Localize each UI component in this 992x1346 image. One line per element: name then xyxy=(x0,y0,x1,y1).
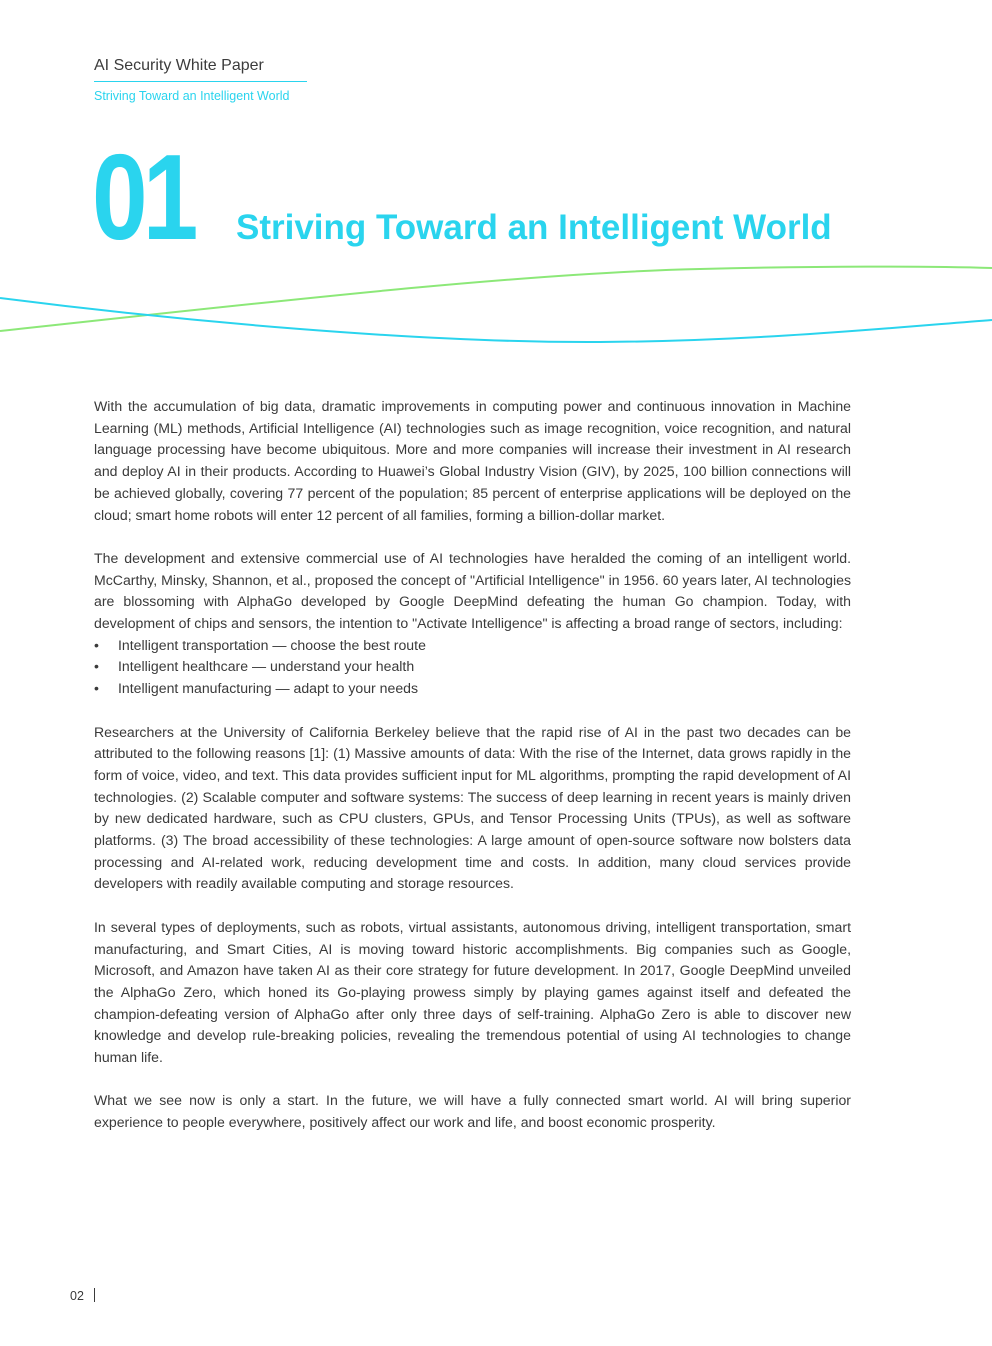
cyan-wave-line xyxy=(0,298,992,342)
page-number: 02 xyxy=(70,1289,84,1303)
chapter-title: Striving Toward an Intelligent World xyxy=(236,208,832,247)
list-item: • Intelligent transportation — choose the best route xyxy=(94,635,851,657)
paragraph-conclusion: What we see now is only a start. In the future, we will have a fully connected smart world. AI will bring superior experience to people everywhere, positively affect our work and life, and boost economic prosperity. xyxy=(94,1092,851,1131)
paragraph-deployments: In several types of deployments, such as robots, virtual assistants, autonomous driving, intelligent transportation, smart manufacturing, and Smart Cities, AI is moving toward historic accomplishments. Big companies such as Google, Microsoft, and Amazon have taken AI as their core strategy for future development. In 2017, Google DeepMind unveiled the AlphaGo Zero, which honed its Go-playing prowess simply by playing games against itself and defeated the champion-defeating version of AlphaGo after only three days of self-training. AlphaGo Zero is able to discover new knowledge and develop rule-breaking policies, revealing the tremendous potential of using AI technologies to change human life. xyxy=(94,918,851,1066)
chapter-body xyxy=(94,396,851,1156)
paragraph-berkeley: Researchers at the University of California Berkeley believe that the rapid rise of AI in the past two decades can be attributed to the following reasons [1]: (1) Massive amounts of data: With the rise of the Internet, data grows rapidly in the form of voice, video, and text. This data provides sufficient input for ML algorithms, prompting the rapid development of AI technologies. (2) Scalable computer and software systems: The success of deep learning in recent years is mainly driven by new dedicated hardware, such as CPU clusters, GPUs, and Tensor Processing Units (TPUs), as well as software platforms. (3) The broad accessibility of these technologies: A large amount of open-source software now bolsters data processing and AI-related work, reducing development time and costs. In addition, many cloud services provide developers with readily available computing and storage resources. xyxy=(94,723,851,892)
chapter-number: 01 xyxy=(92,129,194,265)
running-header xyxy=(94,56,307,104)
section-subtitle: Striving Toward an Intelligent World xyxy=(94,89,290,103)
footer-divider xyxy=(94,1288,95,1302)
list-item: • Intelligent manufacturing — adapt to your needs xyxy=(94,678,851,700)
bullet-icon: • xyxy=(94,680,99,697)
document-title: AI Security White Paper xyxy=(94,57,264,74)
decorative-wave-lines xyxy=(0,255,992,355)
page-footer xyxy=(70,1288,95,1303)
paragraph-development: The development and extensive commercial use of AI technologies have heralded the coming of an intelligent world. McCarthy, Minsky, Shannon, et al., proposed the concept of "Artificial Intelligence" in 1956. 60 years later, AI technologies are blossoming with AlphaGo developed by Google DeepMind defeating the human Go champion. Today, with development of chips and sensors, the intention to "Activate Intelligence" is affecting a broad range of sectors, including: xyxy=(94,549,851,632)
list-item: • Intelligent healthcare — understand your health xyxy=(94,656,851,678)
header-divider xyxy=(94,81,307,82)
paragraph-intro: With the accumulation of big data, dramatic improvements in computing power and continuous innovation in Machine Learning (ML) methods, Artificial Intelligence (AI) technologies such as image recognition, voice recognition, and natural language processing have become ubiquitous. More and more companies will increase their investment in AI research and deploy AI in their products. According to Huawei’s Global Industry Vision (GIV), by 2025, 100 billion connections will be achieved globally, covering 77 percent of the population; 85 percent of enterprise applications will be deployed on the cloud; smart home robots will enter 12 percent of all families, forming a billion-dollar market. xyxy=(94,398,851,523)
bullet-icon: • xyxy=(94,658,99,675)
green-wave-line xyxy=(0,267,992,331)
bullet-icon: • xyxy=(94,636,99,653)
sector-list xyxy=(94,635,851,700)
